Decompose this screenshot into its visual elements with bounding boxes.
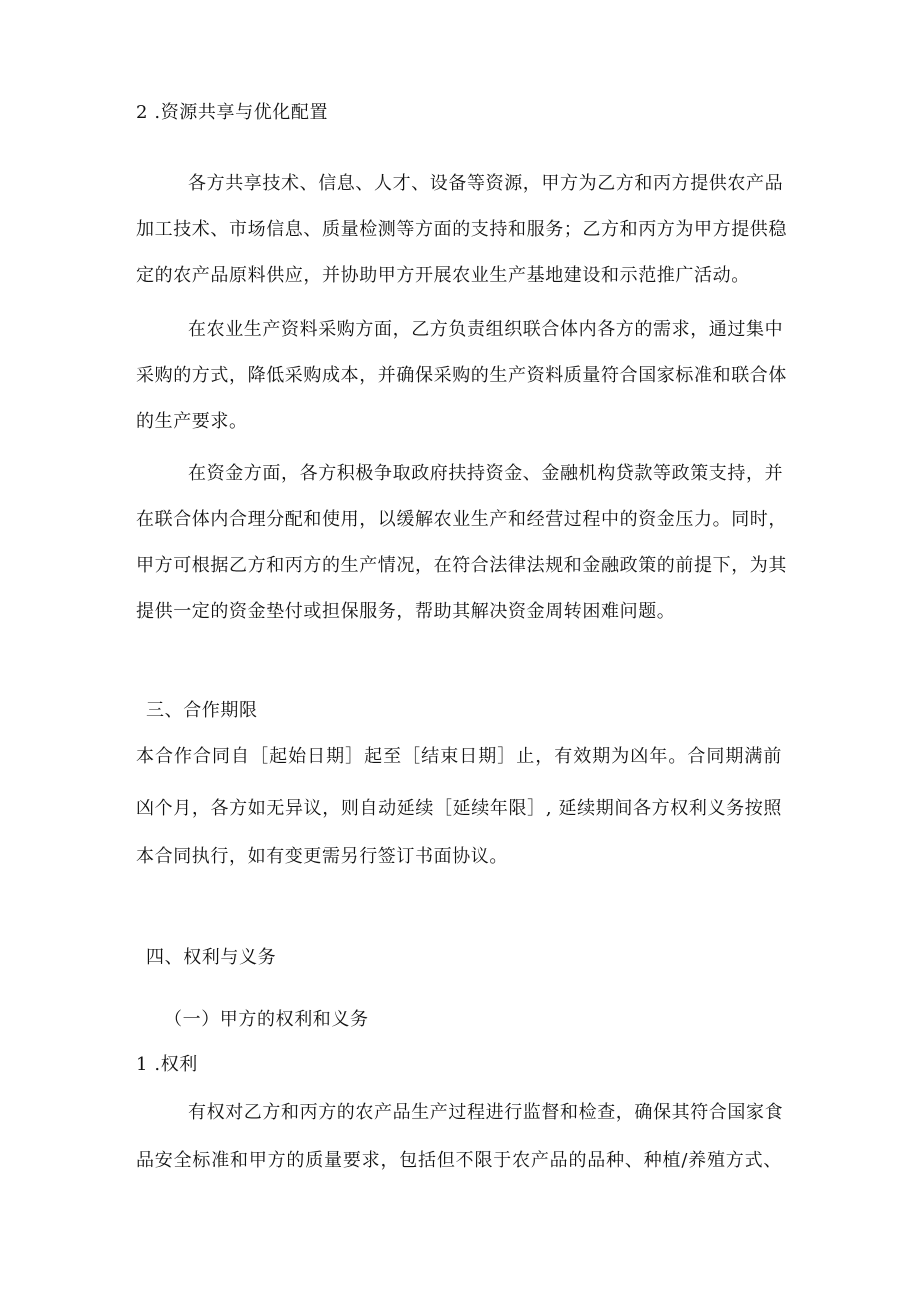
paragraph-line: 在农业生产资料采购方面，乙方负责组织联合体内各方的需求，通过集中 (188, 319, 784, 340)
subsection-heading-party-a: （一）甲方的权利和义务 (164, 1009, 369, 1030)
paragraph-line: 甲方可根据乙方和丙方的生产情况，在符合法律法规和金融政策的前提下，为其 (136, 555, 787, 576)
item-heading-rights: 1 .权利 (136, 1054, 198, 1075)
paragraph-line: 的生产要求。 (136, 411, 248, 432)
paragraph-line: 各方共享技术、信息、人才、设备等资源，甲方为乙方和丙方提供农产品 (188, 173, 784, 194)
paragraph-line: 品安全标准和甲方的质量要求，包括但不限于农产品的品种、种植/养殖方式、 (136, 1150, 782, 1171)
paragraph-line: 提供一定的资金垫付或担保服务，帮助其解决资金周转困难问题。 (136, 601, 676, 622)
paragraph-line: 在资金方面，各方积极争取政府扶持资金、金融机构贷款等政策支持，并 (188, 463, 784, 484)
section-heading-rights-obligations: 四、权利与义务 (146, 947, 277, 968)
paragraph-line: 加工技术、市场信息、质量检测等方面的支持和服务；乙方和丙方为甲方提供稳 (136, 219, 787, 240)
section-heading-cooperation-term: 三、合作期限 (146, 700, 258, 721)
paragraph-line: 凶个月，各方如无异议，则自动延续［延续年限］, 延续期间各方权利义务按照 (136, 798, 782, 819)
section-heading-resource-sharing: 2 .资源共享与优化配置 (136, 102, 329, 123)
paragraph-line: 在联合体内合理分配和使用，以缓解农业生产和经营过程中的资金压力。同时， (136, 509, 787, 530)
paragraph-line: 定的农产品原料供应，并协助甲方开展农业生产基地建设和示范推广活动。 (136, 265, 750, 286)
paragraph-line: 采购的方式，降低采购成本，并确保采购的生产资料质量符合国家标准和联合体 (136, 365, 787, 386)
paragraph-line: 本合作合同自［起始日期］起至［结束日期］止，有效期为凶年。合同期满前 (136, 746, 782, 767)
paragraph-line: 本合同执行，如有变更需另行签订书面协议。 (136, 846, 508, 867)
paragraph-line: 有权对乙方和丙方的农产品生产过程进行监督和检查，确保其符合国家食 (188, 1102, 784, 1123)
